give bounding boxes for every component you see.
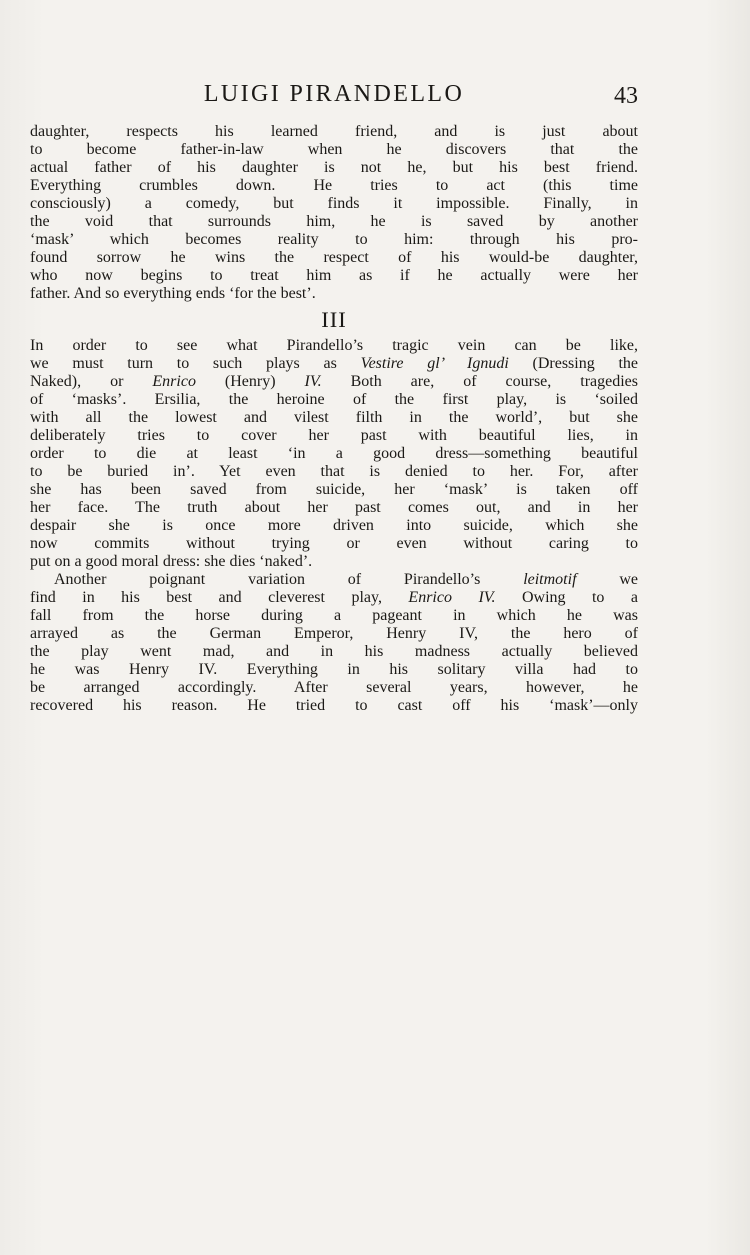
text-line: ‘mask’ which becomes reality to him: through his pro- (30, 231, 638, 248)
text-line: order to die at least ‘in a good dress—something beautiful (30, 445, 638, 463)
text-line: put on a good moral dress: she dies ‘naked’. (30, 553, 313, 571)
text-line: arrayed as the German Emperor, Henry IV, the hero of (30, 625, 638, 643)
term: leitmotif (523, 571, 577, 589)
text-line: deliberately tries to cover her past with beautiful lies, in (30, 427, 638, 445)
text-line: despair she is once more driven into suicide, which she (30, 517, 638, 535)
text-line (30, 355, 638, 373)
text-line: to become father-in-law when he discovers that the (30, 141, 638, 158)
running-head (30, 76, 638, 116)
text-line: who now begins to treat him as if he actually were her (30, 267, 638, 284)
play-title: Enrico (152, 373, 196, 391)
text-run: (Dressing the (508, 355, 638, 373)
text-line: consciously) a comedy, but finds it impossible. Finally, in (30, 195, 638, 212)
paragraph (30, 571, 638, 715)
text-line: recovered his reason. He tried to cast off his ‘mask’—only (30, 697, 638, 715)
play-title: Enrico IV. (408, 589, 496, 607)
page-number: 43 (614, 83, 638, 109)
text-line: Everything crumbles down. He tries to act (this time (30, 177, 638, 194)
text-line: In order to see what Pirandello’s tragic vein can be like, (30, 337, 638, 355)
text-line: actual father of his daughter is not he, but his best friend. (30, 159, 638, 176)
text-run: Owing to a (495, 589, 638, 607)
text-line: to be buried in’. Yet even that is denied to her. For, after (30, 463, 638, 481)
text-line: of ‘masks’. Ersilia, the heroine of the first play, is ‘soiled (30, 391, 638, 409)
text-line: with all the lowest and vilest filth in the world’, but she (30, 409, 638, 427)
text-line (30, 571, 638, 589)
text-line: be arranged accordingly. After several years, however, he (30, 679, 638, 697)
text-run: Another poignant variation of Pirandello’s (54, 571, 524, 589)
text-run: find in his best and cleverest play, (30, 589, 409, 607)
play-title: IV. (304, 373, 322, 391)
text-run: we (576, 571, 638, 589)
paragraph (30, 123, 638, 303)
text-line: her face. The truth about her past comes out, and in her (30, 499, 638, 517)
play-title: Vestire gl’ Ignudi (360, 355, 509, 373)
text-line: fall from the horse during a pageant in which he was (30, 607, 638, 625)
text-line: now commits without trying or even without caring to (30, 535, 638, 553)
text-line (30, 373, 638, 391)
text-run: Naked), or (30, 373, 153, 391)
text-line (30, 589, 638, 607)
paragraph (30, 337, 638, 571)
section-heading: III (321, 307, 347, 332)
text-line: found sorrow he wins the respect of his would-be daughter, (30, 249, 638, 266)
body-text (30, 123, 638, 715)
text-line: father. And so everything ends ‘for the best’. (30, 285, 316, 302)
text-run: we must turn to such plays as (30, 355, 361, 373)
running-title: LUIGI PIRANDELLO (203, 81, 465, 107)
text-line: the void that surrounds him, he is saved by another (30, 213, 638, 230)
text-line: the play went mad, and in his madness actually believed (30, 643, 638, 661)
text-run: Both are, of course, tragedies (321, 373, 638, 391)
text-run: (Henry) (195, 373, 305, 391)
text-line: he was Henry IV. Everything in his solitary villa had to (30, 661, 638, 679)
text-line: daughter, respects his learned friend, and is just about (30, 123, 638, 140)
text-line: she has been saved from suicide, her ‘mask’ is taken off (30, 481, 638, 499)
